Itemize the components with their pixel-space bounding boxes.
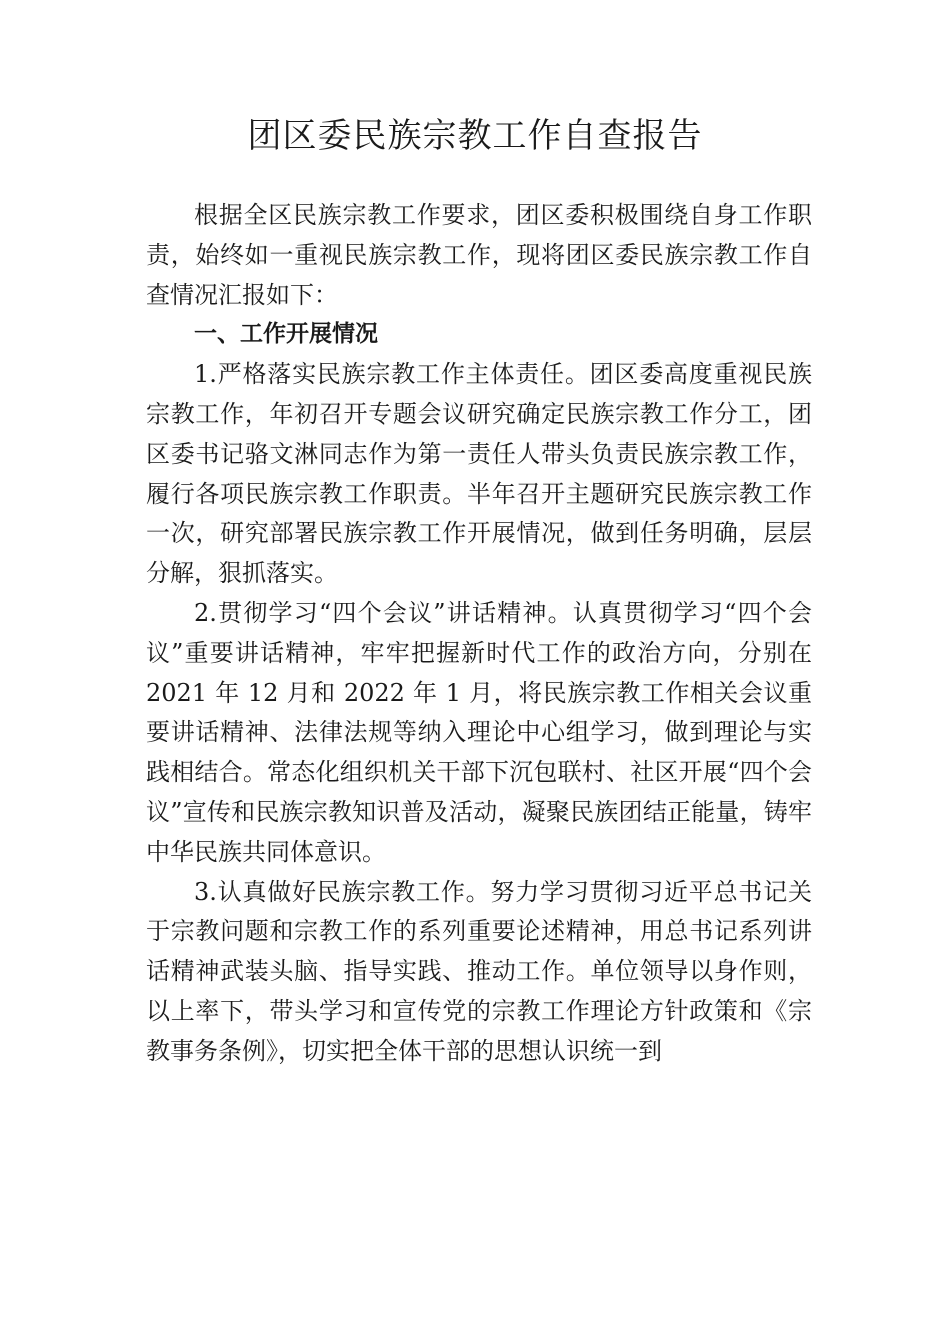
item-paragraph-2: 2.贯彻学习“四个会议”讲话精神。认真贯彻学习“四个会议”重要讲话精神，牢牢把握新时代工作的政治方向，分别在 2021 年 12 月和 2022 年 1 月，将民族宗教工作相关会议重要讲话精神、法律法规等纳入理论中心组学习，做到理论与实践相结合。常态化组织机关干部下沉包联村、社区开展“四个会议”宣传和民族宗教知识普及活动，凝聚民族团结正能量，铸牢中华民族共同体意识。 xyxy=(146,598,812,866)
section-heading-work-progress: 一、工作开展情况 xyxy=(194,321,378,348)
item-paragraph-1: 1.严格落实民族宗教工作主体责任。团区委高度重视民族宗教工作，年初召开专题会议研究确定民族宗教工作分工，团区委书记骆文淋同志作为第一责任人带头负责民族宗教工作，履行各项民族宗教工作职责。半年召开主题研究民族宗教工作一次，研究部署民族宗教工作开展情况，做到任务明确，层层分解，狠抓落实。 xyxy=(146,360,812,588)
intro-paragraph: 根据全区民族宗教工作要求，团区委积极围绕自身工作职责，始终如一重视民族宗教工作，现将团区委民族宗教工作自查情况汇报如下： xyxy=(146,201,812,309)
item-paragraph-3: 3.认真做好民族宗教工作。努力学习贯彻习近平总书记关于宗教问题和宗教工作的系列重要论述精神，用总书记系列讲话精神武装头脑、指导实践、推动工作。单位领导以身作则，以上率下，带头学习和宣传党的宗教工作理论方针政策和《宗教事务条例》，切实把全体干部的思想认识统一到 xyxy=(146,877,812,1065)
document-title: 团区委民族宗教工作自查报告 xyxy=(247,116,703,156)
document-body xyxy=(146,196,812,1072)
